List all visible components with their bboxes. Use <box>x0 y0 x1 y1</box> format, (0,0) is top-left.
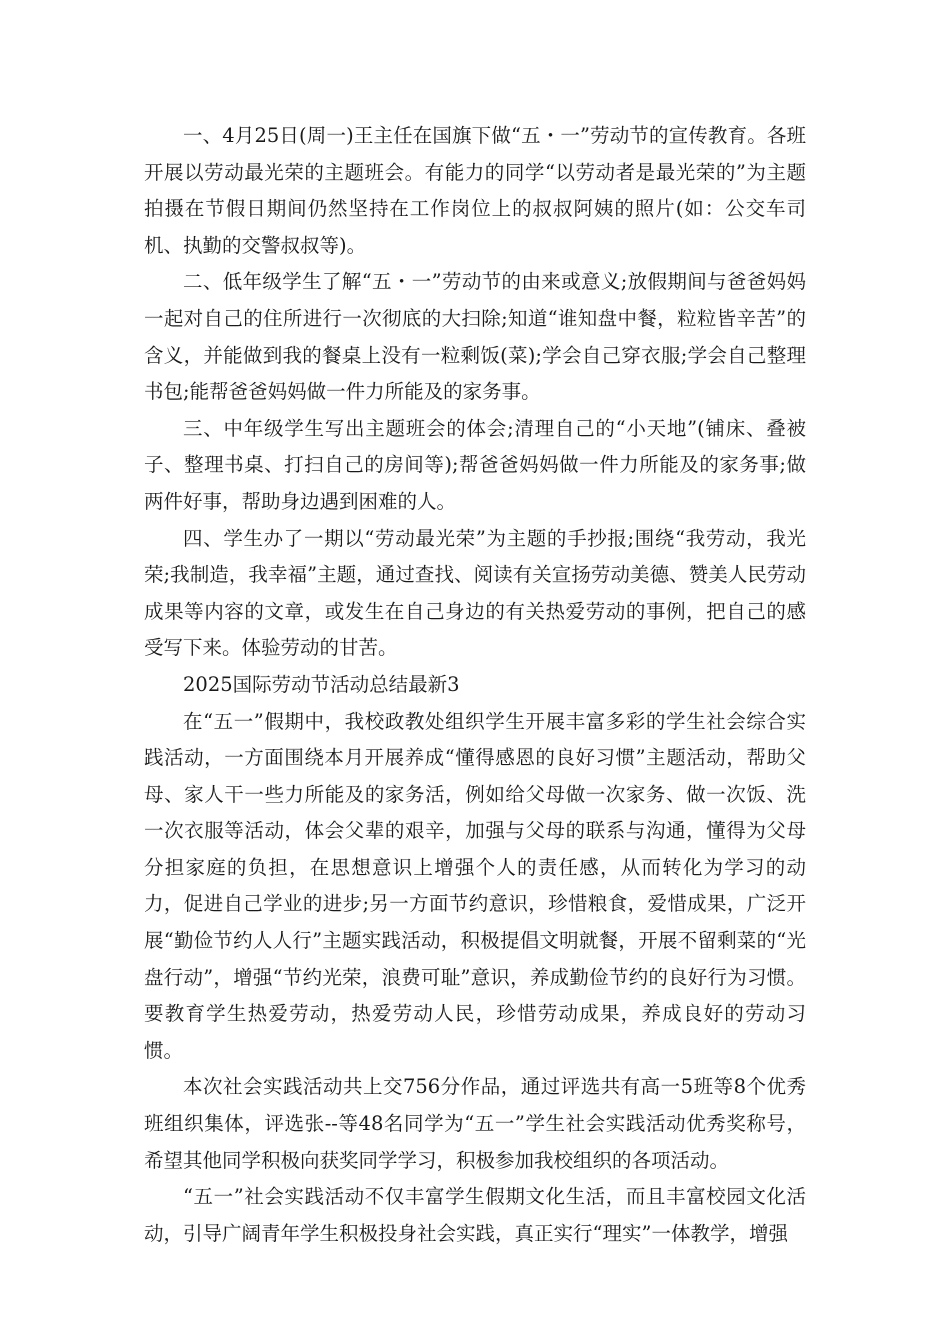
paragraph-6: 本次社会实践活动共上交756分作品，通过评选共有高一5班等8个优秀班组织集体，评选张--等48名同学为“五一”学生社会实践活动优秀奖称号，希望其他同学积极向获奖同学学习，积极参加我校组织的各项活动。 <box>144 1075 806 1172</box>
paragraph-5: 在“五一”假期中，我校政教处组织学生开展丰富多彩的学生社会综合实践活动，一方面围绕本月开展养成“懂得感恩的良好习惯”主题活动，帮助父母、家人干一些力所能及的家务活，例如给父母做一次家务、做一次饭、洗一次衣服等活动，体会父辈的艰辛，加强与父母的联系与沟通，懂得为父母分担家庭的负担，在思想意识上增强个人的责任感，从而转化为学习的动力，促进自己学业的进步;另一方面节约意识，珍惜粮食，爱惜成果，广泛开展“勤俭节约人人行”主题实践活动，积极提倡文明就餐，开展不留剩菜的“光盘行动”，增强“节约光荣，浪费可耻”意识，养成勤俭节约的良好行为习惯。要教育学生热爱劳动，热爱劳动人民，珍惜劳动成果，养成良好的劳动习惯。 <box>144 709 806 1062</box>
paragraph-4: 四、学生办了一期以“劳动最光荣”为主题的手抄报;围绕“我劳动，我光荣;我制造，我幸福”主题，通过查找、阅读有关宣扬劳动美德、赞美人民劳动成果等内容的文章，或发生在自己身边的有关热爱劳动的事例，把自己的感受写下来。体验劳动的甘苦。 <box>144 526 806 660</box>
paragraph-2: 二、低年级学生了解“五・一”劳动节的由来或意义;放假期间与爸爸妈妈一起对自己的住所进行一次彻底的大扫除;知道“谁知盘中餐，粒粒皆辛苦”的含义，并能做到我的餐桌上没有一粒剩饭(菜);学会自己穿衣服;学会自己整理书包;能帮爸爸妈妈做一件力所能及的家务事。 <box>144 270 806 404</box>
paragraph-3: 三、中年级学生写出主题班会的体会;清理自己的“小天地”(铺床、叠被子、整理书桌、打扫自己的房间等);帮爸爸妈妈做一件力所能及的家务事;做两件好事，帮助身边遇到困难的人。 <box>144 416 806 513</box>
section-heading: 2025国际劳动节活动总结最新3 <box>183 672 460 696</box>
document-body <box>144 118 806 1252</box>
paragraph-7: “五一”社会实践活动不仅丰富学生假期文化生活，而且丰富校园文化活动，引导广阔青年学生积极投身社会实践，真正实行“理实”一体教学，增强 <box>144 1185 806 1245</box>
paragraph-1: 一、4月25日(周一)王主任在国旗下做“五・一”劳动节的宣传教育。各班开展以劳动最光荣的主题班会。有能力的同学“以劳动者是最光荣的”为主题拍摄在节假日期间仍然坚持在工作岗位上的叔叔阿姨的照片(如：公交车司机、执勤的交警叔叔等)。 <box>144 124 806 257</box>
